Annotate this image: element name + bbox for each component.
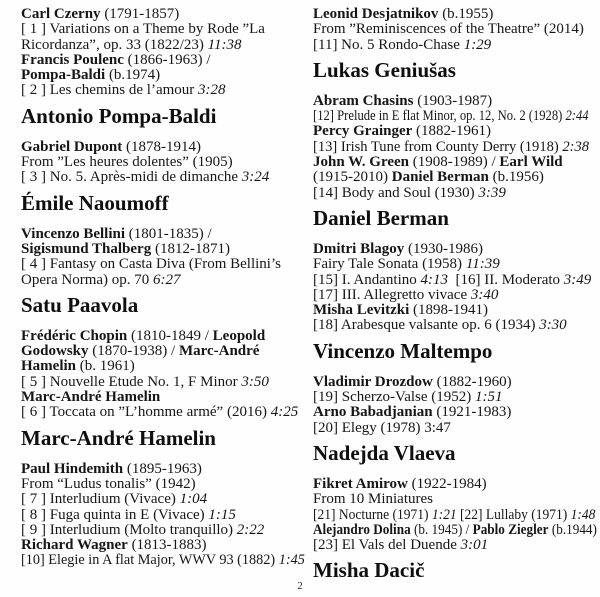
performer-name: Lukas Geniušas [313,57,456,82]
track-text: (b. 1961) [76,358,135,375]
text-line [21,462,308,477]
track-block [21,7,308,99]
track-text: (b.1944) [548,521,597,538]
person-name: Sigismund Thalberg [21,240,152,257]
person-name: Fikret Amirow [313,475,408,492]
text-line [313,22,596,37]
track-text: [ 4 ] Fantasy on Casta Diva (From Bellini’s [21,256,281,273]
track-duration: 1:04 [179,491,208,508]
track-text: (1898-1941) [409,302,488,319]
text-line [21,552,305,569]
track-duration: 2:38 [562,138,590,155]
text-line [313,506,596,523]
track-duration: 3:40 [470,286,499,303]
text-line [21,227,308,242]
track-duration: 3:50 [241,373,269,390]
text-line [21,83,308,98]
track-text: Ricordanza”, op. 33 (1822/23) [21,36,208,53]
track-text: [14] Body and Soul (1930) [313,184,479,201]
text-line [313,140,588,155]
track-text: (b.1974) [105,67,161,84]
person-name: Vladimir Drozdow [313,373,433,390]
text-line [313,38,596,53]
track-text: (1866-1963) / [123,51,211,68]
text-line [313,170,596,185]
column-left [21,7,308,569]
text-line [313,421,596,436]
person-name: Dmitri Blagoy [313,240,405,257]
performer-name: Vincenzo Maltempo [313,338,493,363]
person-name: Francis Poulenc [21,51,124,68]
track-text: (1882-1961) [412,123,492,140]
track-duration: 1:48 [570,506,596,523]
track-text: (1812-1871) [151,240,230,257]
track-duration: 2:22 [236,521,265,538]
text-line [21,273,308,288]
person-name: Percy Grainger [313,123,413,140]
track-duration: 1:51 [475,389,503,406]
track-text: [21] Nocturne (1971) [313,506,432,523]
person-name: Daniel Berman [391,169,489,186]
person-name: Arno Babadjanian [313,404,433,421]
track-block [21,227,308,288]
track-block [21,462,308,569]
track-text: [19] Scherzo-Valse (1952) [313,389,476,406]
track-duration: 1:15 [208,506,236,523]
performer-name: Marc-André Hamelin [21,425,216,450]
track-text: [23] El Vals del Duende [313,537,461,554]
track-duration: 3:39 [478,184,506,201]
text-line [21,477,308,492]
text-line [313,318,596,333]
text-line [313,375,596,390]
track-text: [18] Arabesque valsante op. 6 (1934) [313,317,540,334]
track-text: [10] Elegie in A flat Major, WWV 93 (1882) [21,552,279,569]
text-line [21,508,308,523]
track-block [313,94,596,201]
performer-name: Nadejda Vlaeva [313,440,456,465]
performer-name: Satu Paavola [21,292,139,317]
person-name: Carl Czerny [21,6,101,22]
person-name: Pablo Ziegler [472,521,549,538]
track-text: [ 6 ] Toccata on ”L’homme armé” (2016) [21,404,271,421]
track-text: [ 2 ] Les chemins de l’amour [21,82,199,99]
performer-name: Émile Naoumoff [21,190,169,215]
performer-name: Antonio Pompa-Baldi [21,103,217,128]
track-duration: 1:29 [463,36,492,53]
text-line [313,390,596,405]
performer-name: Daniel Berman [313,205,449,230]
track-duration: 3:30 [539,317,567,334]
track-duration: 3:28 [198,82,226,99]
track-duration: 4:13 [420,271,448,288]
track-text: [11] No. 5 Rondo-Chase [313,36,464,53]
text-line [21,53,308,68]
track-text: [16] II. Moderato [447,271,564,288]
text-line [21,359,308,374]
text-line [21,538,308,553]
text-line [21,329,308,344]
track-duration: 2:44 [565,108,589,125]
text-line [313,303,596,318]
track-text: (1915-2010) [313,169,392,186]
text-line [21,38,308,53]
track-duration: 1:45 [278,552,305,569]
track-text: (1878-1914) [122,138,202,155]
track-text: (1922-1984) [407,475,487,492]
person-name: Gabriel Dupont [21,138,123,155]
track-text: [17] III. Allegretto vivace [313,286,471,303]
track-block [313,7,596,53]
text-line [21,390,308,405]
text-line [21,242,308,257]
track-text: From ”Les heures dolentes” (1905) [21,154,233,171]
text-line [313,257,596,272]
track-text: [22] Lullaby (1971) [456,506,571,523]
track-text: [20] Elegy (1978) 3:47 [313,419,451,436]
person-name: Marc-André Hamelin [21,389,161,406]
text-line [313,405,596,420]
track-text: From 10 Miniatures [313,491,433,508]
person-name: Misha Levitzki [313,302,410,319]
track-block [313,375,596,436]
performer-name: Misha Dacič [313,558,425,583]
text-line [313,108,589,125]
track-text: From “Ludus tonalis” (1942) [21,475,196,492]
track-text: (1813-1883) [127,537,207,554]
text-line [313,94,596,109]
person-name: Paul Hindemith [21,460,124,477]
text-line [313,242,596,257]
text-line [21,22,308,37]
track-text: (1810-1849 / [127,327,213,344]
track-duration: 1:21 [431,506,457,523]
text-line [313,477,596,492]
track-duration: 3:01 [460,537,489,554]
track-block [21,329,308,421]
track-text: From ”Reminiscences of the Theatre” (2014) [313,21,584,38]
text-line [21,140,308,155]
person-name: John W. Green [313,154,409,171]
track-text: [ 9 ] Interludium (Molto tranquillo) [21,521,237,538]
track-text: (1882-1960) [432,373,512,390]
track-duration: 11:38 [207,36,242,53]
text-line [313,538,596,553]
track-text: (1903-1987) [413,92,493,109]
text-line [313,273,596,288]
track-text: [ 5 ] Nouvelle Etude No. 1, F Minor [21,373,242,390]
track-text: (b.1956) [488,169,544,186]
person-name: Earl Wild [499,154,563,171]
track-text: [ 7 ] Interludium (Vivace) [21,491,180,508]
person-name: Godowsky [21,343,89,360]
track-text: (b.1955) [438,6,494,22]
track-text: (1930-1986) [404,240,483,257]
track-text: (1870-1938) / [88,343,179,360]
person-name: Marc-André [178,343,260,360]
text-line [313,521,597,538]
person-name: Vincenzo Bellini [21,225,126,242]
text-line [21,68,308,83]
text-line [21,7,308,22]
person-name: Hamelin [21,358,76,375]
text-line [313,288,596,303]
text-line [21,344,308,359]
person-name: Leopold [212,327,266,344]
track-text: (1801-1835) / [125,225,212,242]
track-text: (1921-1983) [432,404,512,421]
text-line [313,7,596,22]
track-block [313,477,596,553]
track-text: [13] Irish Tune from County Derry (1918) [313,138,563,155]
text-line [21,170,308,185]
person-name: Leonid Desjatnikov [313,6,439,22]
track-text: (1908-1989) / [409,154,500,171]
person-name: Frédéric Chopin [21,327,128,344]
text-line [21,492,308,507]
text-line [21,155,308,170]
text-line [313,155,596,170]
page-number: 2 [297,580,303,592]
text-line [21,375,308,390]
track-text: [12] Prelude in E flat Minor, op. 12, No. 2 (1928) [313,108,566,125]
person-name: Pompa-Baldi [21,67,106,84]
track-duration: 3:49 [563,271,592,288]
track-text: [ 3 ] No. 5. Après-midi de dimanche [21,169,242,186]
text-line [21,523,308,538]
text-line [21,257,308,272]
track-text: (1895-1963) [123,460,202,477]
column-right [313,7,596,594]
track-text: Opera Norma) op. 70 [21,271,154,288]
track-duration: 11:39 [465,256,500,273]
track-text: [15] I. Andantino [313,271,421,288]
person-name: Alejandro Dolina [313,521,411,538]
text-line [313,492,596,507]
person-name: Abram Chasins [313,92,414,109]
track-block [21,140,308,186]
track-text: [ 1 ] Variations on a Theme by Rode ”La [21,21,265,38]
track-duration: 4:25 [270,404,299,421]
track-text: Fairy Tale Sonata (1958) [313,256,466,273]
track-text: [ 8 ] Fuga quinta in E (Vivace) [21,506,209,523]
text-line [313,124,596,139]
text-line [313,186,596,201]
person-name: Richard Wagner [21,537,128,554]
track-block [313,242,596,334]
track-text: (1791-1857) [100,6,180,22]
text-line [21,405,308,420]
track-duration: 3:24 [241,169,270,186]
track-duration: 6:27 [153,271,181,288]
track-text: (b. 1945) / [410,521,473,538]
